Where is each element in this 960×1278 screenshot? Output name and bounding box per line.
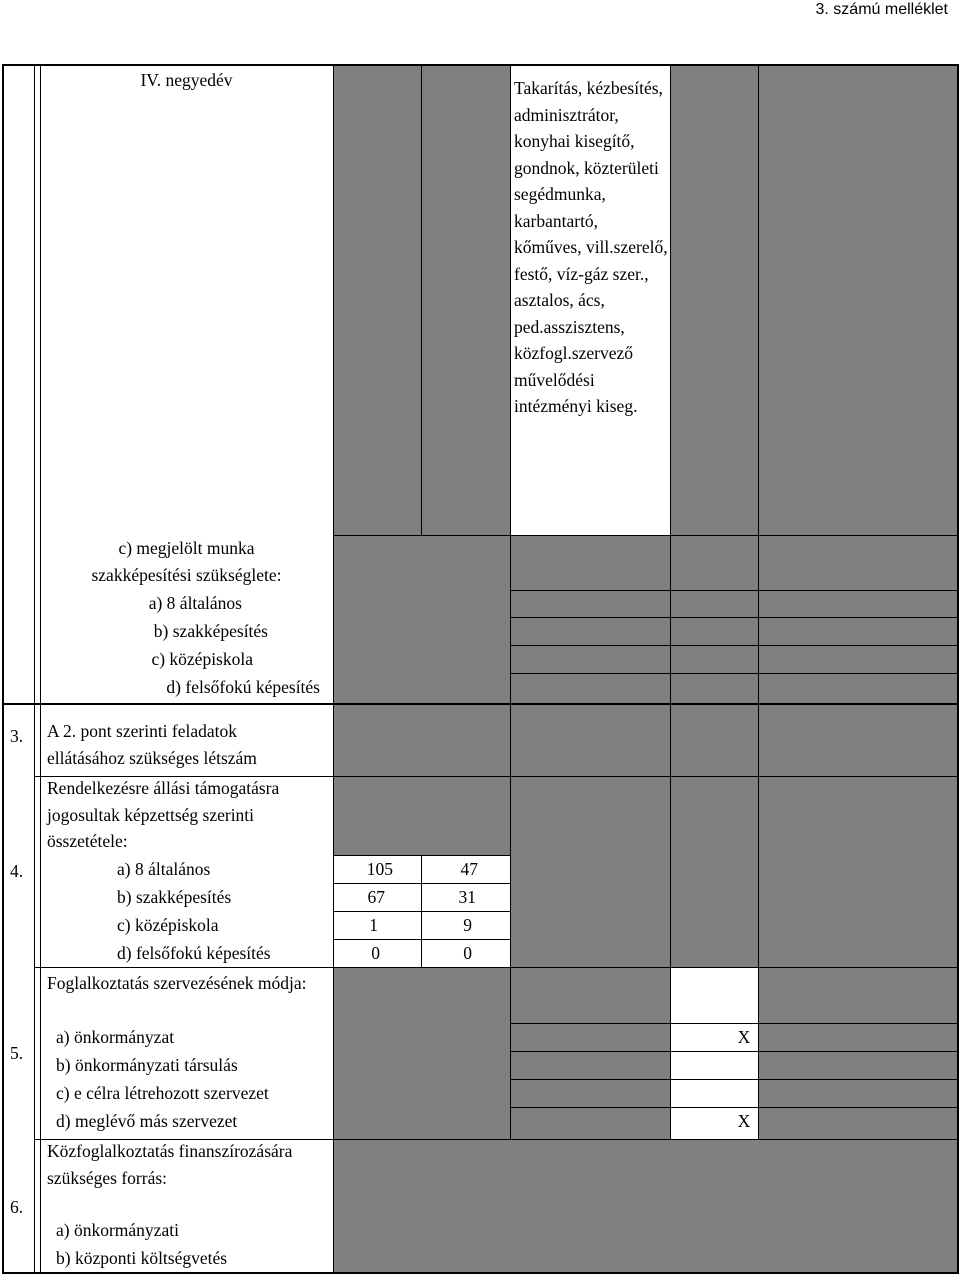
qualification-heading-line1: c) megjelölt munka <box>118 538 255 558</box>
row4-label-b: b) szakképesítés <box>117 887 232 907</box>
top-item-c: c) középiskola <box>151 649 253 669</box>
row4-value1-a: 105 <box>366 859 393 879</box>
row5-mark-a: X <box>737 1027 751 1047</box>
row5-mark-d: X <box>737 1111 751 1131</box>
row3-text-line2: ellátásához szükséges létszám <box>47 748 257 768</box>
row6-number: 6. <box>10 1197 24 1217</box>
row5-option-d: d) meglévő más szervezet <box>56 1111 238 1131</box>
row4-value1-c: 1 <box>369 915 378 935</box>
row3-number: 3. <box>10 726 24 746</box>
row4-label-a: a) 8 általános <box>117 859 211 879</box>
row4-value1-b: 67 <box>367 887 385 907</box>
row4-value2-d: 0 <box>463 943 472 963</box>
shade-row5-right <box>758 967 958 1139</box>
job-list: Takarítás, kézbesítés, adminisztrátor, konyhai kisegítő, gondnok, közterületi segédmunka, karbantartó, kőműves, vill.szerelő, festő, víz-gáz szer., asztalos, ács, ped.asszisztens, közfogl.szervező művelődési intézményi kiseg. <box>514 78 668 416</box>
row4-value2-b: 31 <box>458 887 476 907</box>
row3-text-line1: A 2. pont szerinti feladatok <box>47 721 238 741</box>
row4-value2-a: 47 <box>460 859 478 879</box>
row6-heading: Közfoglalkoztatás finanszírozására szükséges forrás: <box>47 1141 293 1188</box>
shade-row6 <box>334 1139 958 1274</box>
row4-label-d: d) felsőfokú képesítés <box>117 943 271 963</box>
top-item-a: a) 8 általános <box>148 593 242 613</box>
shade-top-col-f <box>670 66 758 535</box>
shade-top-col-d <box>421 66 510 535</box>
row5-heading: Foglalkoztatás szervezésének módja: <box>47 973 307 993</box>
row4-value2-c: 9 <box>463 915 472 935</box>
annex-label: 3. számú melléklet <box>815 1 948 18</box>
shade-row4-heading <box>334 776 510 855</box>
row4-number: 4. <box>10 861 24 881</box>
shade-top-col-c <box>334 66 421 535</box>
row5-option-c: c) e célra létrehozott szervezet <box>56 1083 269 1103</box>
quarter-label: IV. negyedév <box>140 70 233 90</box>
shade-row3 <box>334 703 958 776</box>
shade-row4-right <box>510 776 958 967</box>
row5-number: 5. <box>10 1043 24 1063</box>
row4-heading: Rendelkezésre állási támogatásra jogosultak képzettség szerinti összetétele: <box>47 778 280 851</box>
row6-option-b: b) központi költségvetés <box>56 1248 228 1268</box>
row5-option-b: b) önkormányzati társulás <box>56 1055 238 1075</box>
row6-option-a: a) önkormányzati <box>56 1220 179 1240</box>
shade-row5-mid <box>334 967 670 1139</box>
shade-top-lower <box>334 535 958 703</box>
top-item-b: b) szakképesítés <box>153 621 268 641</box>
row4-value1-d: 0 <box>371 943 380 963</box>
row4-label-c: c) középiskola <box>117 915 219 935</box>
row5-option-a: a) önkormányzat <box>56 1027 175 1047</box>
top-item-d: d) felsőfokú képesítés <box>166 677 320 697</box>
shade-top-col-g <box>758 66 958 535</box>
qualification-heading-line2: szakképesítési szükséglete: <box>91 565 282 585</box>
